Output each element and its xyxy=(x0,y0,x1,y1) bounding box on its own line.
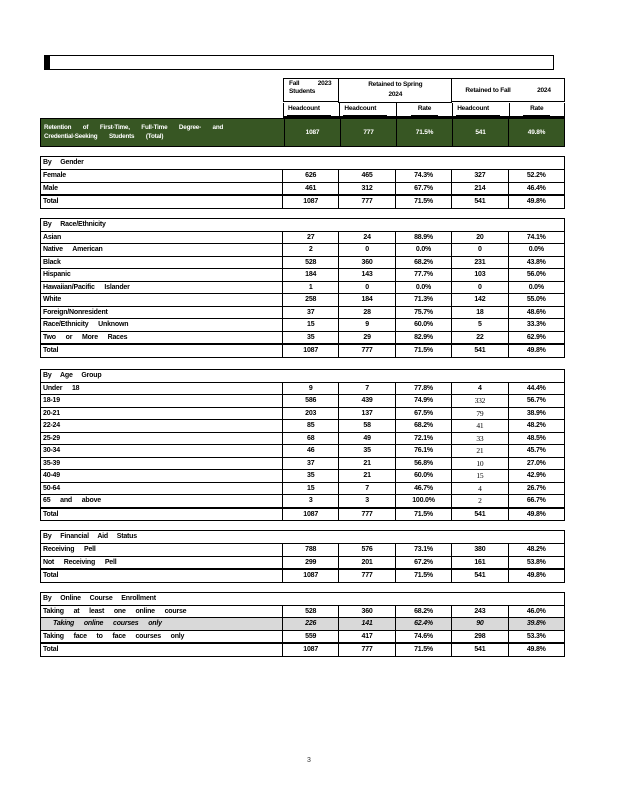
cell-value: 777 xyxy=(338,509,394,521)
cell-value: 0 xyxy=(451,282,507,294)
cell-value: 3 xyxy=(282,495,338,507)
table-row xyxy=(41,231,564,244)
row-label: White xyxy=(43,296,62,303)
cell-value: 142 xyxy=(451,294,507,306)
row-label: Asian xyxy=(43,233,62,241)
cell-value: 3 xyxy=(338,495,394,507)
section-title-age-group: By Age Group xyxy=(43,371,102,379)
cell-value: 48.2% xyxy=(508,544,564,556)
cell-value: 21 xyxy=(338,458,394,470)
subheader-rate-1: Rate xyxy=(396,103,452,118)
cell-value: 66.7% xyxy=(508,495,564,507)
row-label: 40-49 xyxy=(43,472,60,479)
row-label: Under 18 xyxy=(43,384,80,392)
cell-value: 35 xyxy=(338,445,394,457)
retained-fall-label: Retained to Fall xyxy=(465,86,511,94)
cell-value: 541 xyxy=(451,509,507,521)
cell-value: 312 xyxy=(338,183,394,195)
cell-value: 103 xyxy=(451,269,507,281)
section-financial-aid xyxy=(40,530,565,583)
table-row xyxy=(41,457,564,470)
cell-value: 48.6% xyxy=(508,307,564,319)
cell-value: 53.3% xyxy=(508,631,564,643)
cell-value: 56.0% xyxy=(508,269,564,281)
row-label: 18-19 xyxy=(43,397,60,404)
cell-value: 71.5% xyxy=(395,644,451,656)
report-title: Section 1: Retention of First-Time, Full-Time Degree- and Credential-Seeking Students xyxy=(118,59,485,66)
cell-value: 73.1% xyxy=(395,544,451,556)
row-label: 65 and above xyxy=(43,497,101,504)
cell-value: 360 xyxy=(338,257,394,269)
cell-value: 35 xyxy=(282,470,338,482)
cell-value: 2 xyxy=(451,495,507,507)
cell-value: 45.7% xyxy=(508,445,564,457)
cell-value: 214 xyxy=(451,183,507,195)
cell-value: 0 xyxy=(338,282,394,294)
table-row xyxy=(41,306,564,319)
cell-value: 49.8% xyxy=(508,570,564,582)
row-label: Total xyxy=(43,347,59,354)
cell-value: 298 xyxy=(451,631,507,643)
cell-value: 15 xyxy=(282,319,338,331)
cell-value: 243 xyxy=(451,606,507,618)
cell-value: 226 xyxy=(282,618,338,630)
cell-value: 21 xyxy=(338,470,394,482)
cell-value: 0.0% xyxy=(395,244,451,256)
cell-value: 39.8% xyxy=(508,618,564,630)
cell-value: 576 xyxy=(338,544,394,556)
cell-value: 71.3% xyxy=(395,294,451,306)
page-number: 3 xyxy=(307,757,311,764)
col-header-fall-2023-students xyxy=(283,78,339,102)
cell-value: 20 xyxy=(451,232,507,244)
cell-value: 67.2% xyxy=(395,557,451,569)
total-label-line1: Retention of First-Time, Full-Time Degree- and xyxy=(44,124,224,131)
subheader-spacer xyxy=(40,103,283,118)
cell-value: 541 xyxy=(451,345,507,357)
total-spring-headcount: 777 xyxy=(340,119,396,146)
table-row xyxy=(41,256,564,269)
cell-value: 67.7% xyxy=(395,183,451,195)
cell-value: 777 xyxy=(338,644,394,656)
cell-value: 777 xyxy=(338,345,394,357)
row-label: Not Receiving Pell xyxy=(43,558,117,566)
total-label-line2: Credential-Seeking Students (Total) xyxy=(44,133,164,140)
cell-value: 201 xyxy=(338,557,394,569)
table-row xyxy=(41,419,564,432)
cell-value: 85 xyxy=(282,420,338,432)
cell-value: 4 xyxy=(451,483,507,495)
row-label: Native American xyxy=(43,246,103,253)
cell-value: 46.4% xyxy=(508,183,564,195)
row-label: Race/Ethnicity Unknown xyxy=(43,321,129,328)
cell-value: 74.6% xyxy=(395,631,451,643)
cell-value: 72.1% xyxy=(395,433,451,445)
cell-value: 74.1% xyxy=(508,232,564,244)
cell-value: 15 xyxy=(282,483,338,495)
row-label: Taking face to face courses only xyxy=(43,632,185,640)
table-row xyxy=(41,556,564,569)
table-row xyxy=(41,169,564,182)
table-row xyxy=(41,281,564,294)
retained-fall-year: 2024 xyxy=(537,86,551,94)
cell-value: 161 xyxy=(451,557,507,569)
cell-value: 82.9% xyxy=(395,332,451,344)
cell-value: 2 xyxy=(282,244,338,256)
table-row xyxy=(41,268,564,281)
row-label: 50-64 xyxy=(43,484,60,492)
cell-value: 21 xyxy=(451,445,507,457)
section-title-financial-aid: By Financial Aid Status xyxy=(43,533,137,540)
cell-value: 9 xyxy=(282,383,338,395)
table-row xyxy=(41,482,564,495)
cell-value: 26.7% xyxy=(508,483,564,495)
cell-value: 18 xyxy=(451,307,507,319)
cell-value: 68.2% xyxy=(395,257,451,269)
cell-value: 53.8% xyxy=(508,557,564,569)
table-row xyxy=(41,469,564,482)
col-header-retained-spring xyxy=(338,78,452,103)
overall-total-row xyxy=(40,118,565,147)
cell-value: 1087 xyxy=(282,644,338,656)
table-row xyxy=(41,642,564,656)
cell-value: 76.1% xyxy=(395,445,451,457)
cell-value: 29 xyxy=(338,332,394,344)
row-label: 25-29 xyxy=(43,434,60,442)
cell-value: 48.5% xyxy=(508,433,564,445)
cell-value: 43.8% xyxy=(508,257,564,269)
fall-year: 2023 xyxy=(317,80,332,87)
section-age-group xyxy=(40,369,565,522)
table-row xyxy=(41,331,564,344)
cell-value: 68.2% xyxy=(395,606,451,618)
cell-value: 49 xyxy=(338,433,394,445)
cell-value: 7 xyxy=(338,483,394,495)
cell-value: 37 xyxy=(282,307,338,319)
table-row xyxy=(41,182,564,195)
cell-value: 27 xyxy=(282,232,338,244)
cell-value: 77.7% xyxy=(395,269,451,281)
fall-label: Fall xyxy=(289,80,300,87)
cell-value: 41 xyxy=(451,420,507,432)
row-label: 30-34 xyxy=(43,447,60,454)
cell-value: 777 xyxy=(338,196,394,208)
cell-value: 1087 xyxy=(282,509,338,521)
cell-value: 52.2% xyxy=(508,170,564,182)
row-label: Taking at least one online course xyxy=(43,607,187,615)
cell-value: 777 xyxy=(338,570,394,582)
cell-value: 74.9% xyxy=(395,395,451,407)
cell-value: 541 xyxy=(451,196,507,208)
cell-value: 0.0% xyxy=(395,282,451,294)
cell-value: 9 xyxy=(338,319,394,331)
cell-value: 75.7% xyxy=(395,307,451,319)
cell-value: 90 xyxy=(451,618,507,630)
row-label: Total xyxy=(43,510,59,518)
cell-value: 417 xyxy=(338,631,394,643)
cell-value: 60.0% xyxy=(395,470,451,482)
cell-value: 788 xyxy=(282,544,338,556)
table-row xyxy=(41,444,564,457)
cell-value: 68.2% xyxy=(395,420,451,432)
table-row xyxy=(41,407,564,420)
cell-value: 380 xyxy=(451,544,507,556)
cell-value: 1 xyxy=(282,282,338,294)
total-fall24-headcount: 541 xyxy=(452,119,508,146)
cell-value: 49.8% xyxy=(508,644,564,656)
cell-value: 4 xyxy=(451,383,507,395)
cell-value: 541 xyxy=(451,570,507,582)
table-row xyxy=(41,507,564,521)
cell-value: 46.7% xyxy=(395,483,451,495)
table-row xyxy=(41,293,564,306)
subheader-rate-2: Rate xyxy=(509,103,565,118)
cell-value: 184 xyxy=(338,294,394,306)
table-row xyxy=(41,343,564,357)
retained-spring-year: 2024 xyxy=(388,91,403,98)
cell-value: 58 xyxy=(338,420,394,432)
cell-value: 5 xyxy=(451,319,507,331)
row-label: Total xyxy=(43,198,59,205)
row-label: Two or More Races xyxy=(43,333,128,341)
cell-value: 141 xyxy=(338,618,394,630)
cell-value: 71.5% xyxy=(395,570,451,582)
col-header-retained-fall xyxy=(451,78,565,102)
cell-value: 71.5% xyxy=(395,509,451,521)
cell-value: 528 xyxy=(282,257,338,269)
cell-value: 332 xyxy=(451,395,507,407)
report-page xyxy=(40,55,565,657)
cell-value: 22 xyxy=(451,332,507,344)
table-subheaders xyxy=(40,103,565,118)
cell-value: 56.8% xyxy=(395,458,451,470)
cell-value: 60.0% xyxy=(395,319,451,331)
row-label: 35-39 xyxy=(43,459,60,467)
table-row xyxy=(41,543,564,556)
cell-value: 143 xyxy=(338,269,394,281)
table-row xyxy=(41,617,564,630)
fall-2023-line xyxy=(284,79,338,87)
cell-value: 0 xyxy=(338,244,394,256)
cell-value: 439 xyxy=(338,395,394,407)
row-label: Total xyxy=(43,572,59,579)
table-row xyxy=(41,194,564,208)
cell-value: 1087 xyxy=(282,570,338,582)
cell-value: 559 xyxy=(282,631,338,643)
table-row xyxy=(41,568,564,582)
row-label: 20-21 xyxy=(43,409,60,417)
cell-value: 100.0% xyxy=(395,495,451,507)
cell-value: 360 xyxy=(338,606,394,618)
row-label: Taking online courses only xyxy=(53,620,162,627)
total-fall24-rate: 49.8% xyxy=(508,119,564,146)
cell-value: 626 xyxy=(282,170,338,182)
cell-value: 62.4% xyxy=(395,618,451,630)
cell-value: 586 xyxy=(282,395,338,407)
cell-value: 327 xyxy=(451,170,507,182)
cell-value: 0.0% xyxy=(508,244,564,256)
cell-value: 67.5% xyxy=(395,408,451,420)
cell-value: 33 xyxy=(451,433,507,445)
section-title-gender: By Gender xyxy=(43,159,84,166)
overall-total-label xyxy=(41,119,284,146)
row-label: 22-24 xyxy=(43,422,60,429)
cell-value: 28 xyxy=(338,307,394,319)
cell-value: 203 xyxy=(282,408,338,420)
cell-value: 0 xyxy=(451,244,507,256)
header-spacer xyxy=(40,78,283,103)
cell-value: 71.5% xyxy=(395,196,451,208)
cell-value: 7 xyxy=(338,383,394,395)
cell-value: 71.5% xyxy=(395,345,451,357)
cell-value: 42.9% xyxy=(508,470,564,482)
cell-value: 461 xyxy=(282,183,338,195)
cell-value: 10 xyxy=(451,458,507,470)
table-column-headers xyxy=(40,78,565,103)
row-label: Female xyxy=(43,172,66,179)
cell-value: 33.3% xyxy=(508,319,564,331)
row-label: Hispanic xyxy=(43,271,71,278)
cell-value: 184 xyxy=(282,269,338,281)
cell-value: 0.0% xyxy=(508,282,564,294)
cell-value: 35 xyxy=(282,332,338,344)
cell-value: 231 xyxy=(451,257,507,269)
row-label: Total xyxy=(43,646,59,653)
section-title-race-ethnicity: By Race/Ethnicity xyxy=(43,220,106,228)
cell-value: 1087 xyxy=(282,345,338,357)
cell-value: 88.9% xyxy=(395,232,451,244)
row-label: Receiving Pell xyxy=(43,546,96,553)
cell-value: 258 xyxy=(282,294,338,306)
table-row xyxy=(41,630,564,643)
cell-value: 38.9% xyxy=(508,408,564,420)
cell-value: 24 xyxy=(338,232,394,244)
table-row xyxy=(41,382,564,395)
cell-value: 44.4% xyxy=(508,383,564,395)
cell-value: 1087 xyxy=(282,196,338,208)
total-spring-rate: 71.5% xyxy=(396,119,452,146)
subheader-headcount-3: Headcount xyxy=(452,103,508,118)
cell-value: 137 xyxy=(338,408,394,420)
cell-value: 49.8% xyxy=(508,509,564,521)
cell-value: 68 xyxy=(282,433,338,445)
cell-value: 465 xyxy=(338,170,394,182)
section-title-online-course: By Online Course Enrollment xyxy=(43,594,156,602)
cell-value: 56.7% xyxy=(508,395,564,407)
cell-value: 48.2% xyxy=(508,420,564,432)
students-label: Students xyxy=(289,88,316,95)
cell-value: 62.9% xyxy=(508,332,564,344)
cell-value: 55.0% xyxy=(508,294,564,306)
section-race-ethnicity xyxy=(40,218,565,358)
cell-value: 541 xyxy=(451,644,507,656)
row-label: Foreign/Nonresident xyxy=(43,308,108,316)
cell-value: 528 xyxy=(282,606,338,618)
cell-value: 77.8% xyxy=(395,383,451,395)
cell-value: 46 xyxy=(282,445,338,457)
table-row xyxy=(41,394,564,407)
cell-value: 49.8% xyxy=(508,345,564,357)
cell-value: 37 xyxy=(282,458,338,470)
row-label: Male xyxy=(43,184,58,192)
section-title-band xyxy=(44,55,554,70)
table-row xyxy=(41,605,564,618)
section-online-course xyxy=(40,592,565,657)
table-row xyxy=(41,432,564,445)
row-label: Black xyxy=(43,258,61,266)
cell-value: 15 xyxy=(451,470,507,482)
cell-value: 46.0% xyxy=(508,606,564,618)
table-row xyxy=(41,318,564,331)
cell-value: 49.8% xyxy=(508,196,564,208)
row-label: Hawaiian/Pacific Islander xyxy=(43,283,130,291)
cell-value: 74.3% xyxy=(395,170,451,182)
sections xyxy=(40,156,565,657)
table-row xyxy=(41,494,564,507)
section-gender xyxy=(40,156,565,209)
cell-value: 79 xyxy=(451,408,507,420)
subheader-headcount-2: Headcount xyxy=(339,103,395,118)
cell-value: 27.0% xyxy=(508,458,564,470)
cell-value: 299 xyxy=(282,557,338,569)
total-fall-headcount: 1087 xyxy=(284,119,340,146)
retained-spring-label: Retained to Spring xyxy=(368,81,423,88)
table-row xyxy=(41,243,564,256)
subheader-headcount-1: Headcount xyxy=(283,103,339,118)
